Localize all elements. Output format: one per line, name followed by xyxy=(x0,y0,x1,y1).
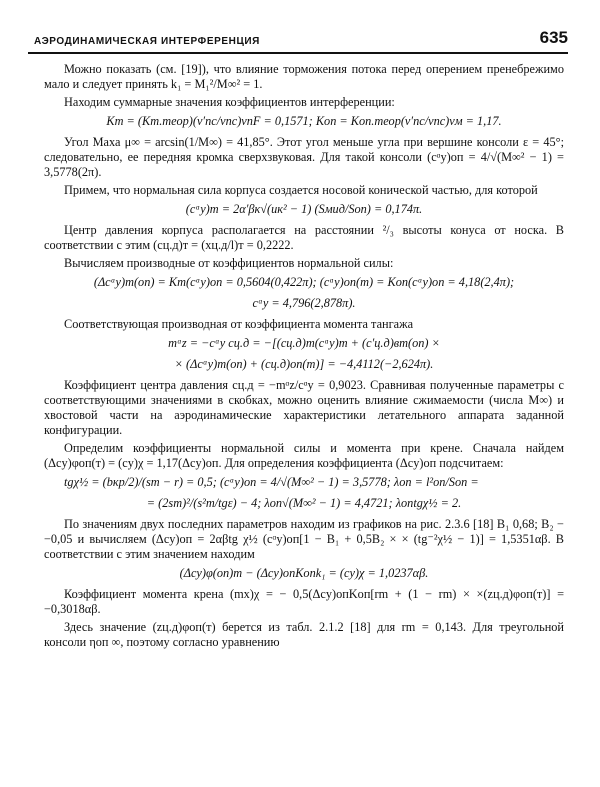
running-title: АЭРОДИНАМИЧЕСКАЯ ИНТЕРФЕРЕНЦИЯ xyxy=(34,36,260,47)
page-header xyxy=(28,30,568,54)
paragraph: Вычисляем производные от коэффициентов нормальной силы: xyxy=(64,256,394,270)
paragraph: По значениям двух последних параметров находим из графиков на рис. 2.3.6 [18] B₁ 0,68; B₂ − −0,05 и вычисляем (Δcy)оп = 2αβtg χ½ (cᵅy)оп[1 − B₁ + 0,5B₂ × × (tg⁻²χ½ − 1)] = 1,5351αβ. В соответствии с этим значением находим xyxy=(44,517,564,561)
paragraph: Коэффициент центра давления cц.д = −mᵅz/cᵅy = 0,9023. Сравнивая полученные параметры с соответствующими значениями в скобках, можно оценить влияние сжимаемости (числа M∞) и хвостовой части на аэродинамические характеристики летательного аппарата заданной конфигурации. xyxy=(44,378,564,437)
paragraph: Центр давления корпуса располагается на расстоянии ²/₃ высоты конуса от носка. В соответствии с этим (cц.д)т = (xц.д/l)т = 0,2222. xyxy=(44,223,564,252)
page-number: 635 xyxy=(539,28,568,47)
formula: = (2sт)²/(s²т/tgε) − 4; λоп√(M∞² − 1) = 4,4721; λопtgχ½ = 2. xyxy=(146,496,462,510)
page-body xyxy=(44,62,564,653)
paragraph: Угол Маха μ∞ = arcsin(1/M∞) = 41,85°. Этот угол меньше угла при вершине консоли ε = 45°; следовательно, ее передняя кромка сверхзвуковая. Для такой консоли (cᵅy)оп = 4/√(M∞² − 1) = 3,5778(2π). xyxy=(44,135,564,179)
paragraph: Примем, что нормальная сила корпуса создается носовой конической частью, для которой xyxy=(64,183,538,197)
paragraph: Можно показать (см. [19]), что влияние торможения потока перед оперением пренебрежимо мало и следует принять k₁ = M₁²/M∞² = 1. xyxy=(44,62,564,91)
formula: Kт = (Kт.теор)(ν′пс/νпс)νпF = 0,1571; Kоп = Kоп.теор(ν′пс/νпс)νм = 1,17. xyxy=(106,114,502,128)
paragraph: Здесь значение (zц.д)φоп(т) берется из табл. 2.1.2 [18] для rm = 0,143. Для треугольной консоли ηоп ∞, поэтому согласно уравнению xyxy=(44,620,564,649)
paragraph: Коэффициент момента крена (mx)χ = − 0,5(Δcy)опKоп[rm + (1 − rm) × ×(zц.д)φоп(т)] = −0,3018αβ. xyxy=(44,587,564,616)
formula: (Δcᵅy)т(оп) = Kт(cᵅy)оп = 0,5604(0,422π); (cᵅy)оп(т) = Kоп(cᵅy)оп = 4,18(2,4π); xyxy=(93,275,515,289)
formula: (Δcy)φ(оп)т − (Δcy)опKопk₁ = (cy)χ = 1,0237αβ. xyxy=(179,566,429,580)
paragraph: Определим коэффициенты нормальной силы и момента при крене. Сначала найдем (Δcy)φоп(т) = (cy)χ = 1,17(Δcy)оп. Для определения коэффициента (Δcy)оп подсчитаем: xyxy=(44,441,564,470)
paragraph: Находим суммарные значения коэффициентов интерференции: xyxy=(64,95,395,109)
formula: tgχ½ = (bкр/2)/(sт − r) = 0,5; (cᵅy)оп = 4/√(M∞² − 1) = 3,5778; λоп = l²оп/Sоп = xyxy=(64,475,479,489)
formula: × (Δcᵅy)т(оп) + (cц.д)оп(т)] = −4,4112(−2,624π). xyxy=(174,357,434,371)
formula: mᵅz = −cᵅy cц.д = −[(cц.д)т(cᵅy)т + (c′ц.д)вт(оп) × xyxy=(168,336,440,350)
formula: cᵅy = 4,796(2,878π). xyxy=(252,296,356,310)
header-rule xyxy=(28,52,568,54)
formula: (cᵅy)т = 2α′βк√(uк² − 1) (Sмид/Sоп) = 0,174π. xyxy=(185,202,423,216)
paragraph: Соответствующая производная от коэффициента момента тангажа xyxy=(64,317,414,331)
